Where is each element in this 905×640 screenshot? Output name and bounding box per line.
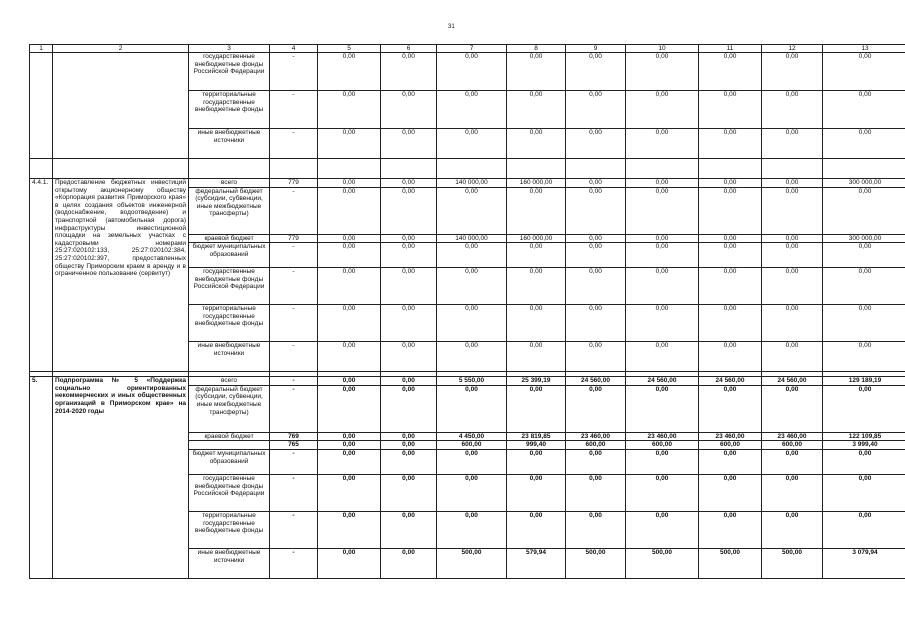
amount-cell: 0,00 bbox=[437, 187, 507, 234]
funding-source: государственные внебюджетные фонды Российской Федерации bbox=[189, 474, 270, 511]
amount-cell: 0,00 bbox=[762, 187, 823, 234]
funding-source: иные внебюджетные источники bbox=[189, 342, 270, 372]
amount-cell: 0,00 bbox=[507, 511, 566, 548]
grbs-code: 765 bbox=[270, 441, 318, 450]
amount-cell: 0,00 bbox=[381, 129, 437, 159]
header-cell: 8 bbox=[507, 45, 566, 53]
grbs-code: 769 bbox=[270, 432, 318, 441]
amount-cell: 500,00 bbox=[437, 548, 507, 578]
amount-cell: 0,00 bbox=[318, 91, 381, 129]
amount-cell: 0,00 bbox=[318, 432, 381, 441]
amount-cell: 0,00 bbox=[626, 511, 699, 548]
empty-cell bbox=[566, 159, 626, 179]
amount-cell: 0,00 bbox=[626, 385, 699, 432]
funding-source bbox=[189, 441, 270, 450]
amount-cell: 0,00 bbox=[318, 179, 381, 188]
amount-cell: 24 560,00 bbox=[566, 377, 626, 386]
funding-source: бюджет муниципальных образований bbox=[189, 243, 270, 268]
funding-source: иные внебюджетные источники bbox=[189, 129, 270, 159]
header-cell: 10 bbox=[626, 45, 699, 53]
amount-cell: 0,00 bbox=[762, 91, 823, 129]
amount-cell: 0,00 bbox=[507, 305, 566, 342]
grbs-code: 779 bbox=[270, 179, 318, 188]
amount-cell: 600,00 bbox=[626, 441, 699, 450]
amount-cell: 0,00 bbox=[626, 342, 699, 372]
funding-source: краевой бюджет bbox=[189, 432, 270, 441]
header-cell: 1 bbox=[30, 45, 53, 53]
amount-cell: 24 560,00 bbox=[762, 377, 823, 386]
amount-cell: 0,00 bbox=[437, 53, 507, 91]
amount-cell: 0,00 bbox=[566, 243, 626, 268]
amount-cell: 0,00 bbox=[381, 432, 437, 441]
amount-cell: 0,00 bbox=[507, 385, 566, 432]
grbs-code: - bbox=[270, 385, 318, 432]
amount-cell: 0,00 bbox=[823, 511, 905, 548]
amount-cell: 0,00 bbox=[318, 187, 381, 234]
row-number: 4.4.1. bbox=[30, 179, 53, 372]
amount-cell: 0,00 bbox=[823, 449, 905, 474]
amount-cell: 0,00 bbox=[507, 243, 566, 268]
amount-cell: 0,00 bbox=[381, 305, 437, 342]
amount-cell: 0,00 bbox=[318, 385, 381, 432]
header-cell: 7 bbox=[437, 45, 507, 53]
header-cell: 6 bbox=[381, 45, 437, 53]
amount-cell: 0,00 bbox=[566, 129, 626, 159]
amount-cell: 999,40 bbox=[507, 441, 566, 450]
funding-source: бюджет муниципальных образований bbox=[189, 449, 270, 474]
amount-cell: 0,00 bbox=[626, 91, 699, 129]
amount-cell: 0,00 bbox=[699, 474, 762, 511]
funding-source: краевой бюджет bbox=[189, 234, 270, 243]
header-cell: 2 bbox=[53, 45, 189, 53]
amount-cell: 0,00 bbox=[318, 53, 381, 91]
amount-cell: 160 000,00 bbox=[507, 179, 566, 188]
table-row bbox=[30, 53, 905, 91]
amount-cell: 0,00 bbox=[381, 268, 437, 305]
amount-cell: 0,00 bbox=[566, 385, 626, 432]
amount-cell: 600,00 bbox=[437, 441, 507, 450]
table-body bbox=[30, 45, 905, 579]
amount-cell: 23 460,00 bbox=[626, 432, 699, 441]
amount-cell: 0,00 bbox=[699, 342, 762, 372]
amount-cell: 24 560,00 bbox=[626, 377, 699, 386]
amount-cell: 0,00 bbox=[626, 268, 699, 305]
header-cell: 9 bbox=[566, 45, 626, 53]
amount-cell: 0,00 bbox=[318, 377, 381, 386]
amount-cell: 300 000,00 bbox=[823, 234, 905, 243]
amount-cell: 0,00 bbox=[762, 511, 823, 548]
amount-cell: 0,00 bbox=[626, 129, 699, 159]
amount-cell: 0,00 bbox=[626, 53, 699, 91]
amount-cell: 140 000,00 bbox=[437, 179, 507, 188]
amount-cell: 0,00 bbox=[507, 187, 566, 234]
funding-source: территориальные государственные внебюджетные фонды bbox=[189, 91, 270, 129]
amount-cell: 0,00 bbox=[762, 53, 823, 91]
amount-cell: 0,00 bbox=[566, 53, 626, 91]
amount-cell: 0,00 bbox=[381, 53, 437, 91]
amount-cell: 0,00 bbox=[318, 511, 381, 548]
funding-source: государственные внебюджетные фонды Российской Федерации bbox=[189, 268, 270, 305]
amount-cell: 0,00 bbox=[318, 474, 381, 511]
grbs-code: - bbox=[270, 548, 318, 578]
amount-cell: 500,00 bbox=[626, 548, 699, 578]
amount-cell: 0,00 bbox=[626, 305, 699, 342]
amount-cell: 0,00 bbox=[507, 449, 566, 474]
amount-cell: 0,00 bbox=[823, 53, 905, 91]
row-number: 5. bbox=[30, 377, 53, 579]
amount-cell: 0,00 bbox=[318, 243, 381, 268]
amount-cell: 0,00 bbox=[699, 129, 762, 159]
amount-cell: 0,00 bbox=[381, 449, 437, 474]
header-row bbox=[30, 45, 905, 53]
grbs-code: 779 bbox=[270, 234, 318, 243]
amount-cell: 0,00 bbox=[566, 234, 626, 243]
grbs-code: - bbox=[270, 449, 318, 474]
amount-cell: 0,00 bbox=[437, 511, 507, 548]
grbs-code: - bbox=[270, 53, 318, 91]
funding-source: всего bbox=[189, 179, 270, 188]
amount-cell: 4 450,00 bbox=[437, 432, 507, 441]
header-cell: 11 bbox=[699, 45, 762, 53]
amount-cell: 5 550,00 bbox=[437, 377, 507, 386]
amount-cell: 24 560,00 bbox=[699, 377, 762, 386]
amount-cell: 0,00 bbox=[823, 342, 905, 372]
funding-source: иные внебюджетные источники bbox=[189, 548, 270, 578]
header-cell: 12 bbox=[762, 45, 823, 53]
amount-cell: 0,00 bbox=[762, 129, 823, 159]
amount-cell: 600,00 bbox=[762, 441, 823, 450]
empty-cell bbox=[53, 159, 189, 179]
amount-cell: 0,00 bbox=[381, 179, 437, 188]
grbs-code: - bbox=[270, 474, 318, 511]
amount-cell: 0,00 bbox=[318, 268, 381, 305]
grbs-code: - bbox=[270, 187, 318, 234]
amount-cell: 0,00 bbox=[762, 234, 823, 243]
amount-cell: 0,00 bbox=[381, 474, 437, 511]
amount-cell: 0,00 bbox=[699, 234, 762, 243]
funding-source: федеральный бюджет (субсидии, субвенции, иные межбюджетные трансферты) bbox=[189, 385, 270, 432]
amount-cell: 140 000,00 bbox=[437, 234, 507, 243]
amount-cell: 0,00 bbox=[318, 129, 381, 159]
amount-cell: 0,00 bbox=[823, 305, 905, 342]
amount-cell: 0,00 bbox=[566, 511, 626, 548]
amount-cell: 0,00 bbox=[381, 187, 437, 234]
amount-cell: 0,00 bbox=[437, 129, 507, 159]
amount-cell: 0,00 bbox=[437, 243, 507, 268]
amount-cell: 122 109,85 bbox=[823, 432, 905, 441]
amount-cell: 0,00 bbox=[699, 268, 762, 305]
funding-source: федеральный бюджет (субсидии, субвенции, иные межбюджетные трансферты) bbox=[189, 187, 270, 234]
amount-cell: 0,00 bbox=[699, 187, 762, 234]
grbs-code: - bbox=[270, 511, 318, 548]
amount-cell: 0,00 bbox=[699, 385, 762, 432]
amount-cell: 500,00 bbox=[762, 548, 823, 578]
funding-source: территориальные государственные внебюджетные фонды bbox=[189, 305, 270, 342]
amount-cell: 500,00 bbox=[566, 548, 626, 578]
amount-cell: 600,00 bbox=[566, 441, 626, 450]
funding-source: всего bbox=[189, 377, 270, 386]
amount-cell: 0,00 bbox=[762, 305, 823, 342]
amount-cell: 0,00 bbox=[507, 474, 566, 511]
header-cell: 13 bbox=[823, 45, 905, 53]
amount-cell: 0,00 bbox=[381, 243, 437, 268]
amount-cell: 0,00 bbox=[381, 548, 437, 578]
amount-cell: 0,00 bbox=[318, 441, 381, 450]
amount-cell: 0,00 bbox=[507, 268, 566, 305]
amount-cell: 600,00 bbox=[699, 441, 762, 450]
amount-cell: 0,00 bbox=[381, 342, 437, 372]
amount-cell: 0,00 bbox=[626, 234, 699, 243]
grbs-code: - bbox=[270, 129, 318, 159]
empty-cell bbox=[699, 159, 762, 179]
amount-cell: 0,00 bbox=[699, 91, 762, 129]
amount-cell: 579,94 bbox=[507, 548, 566, 578]
empty-cell bbox=[823, 159, 905, 179]
amount-cell: 0,00 bbox=[566, 305, 626, 342]
amount-cell: 0,00 bbox=[823, 474, 905, 511]
grbs-code: - bbox=[270, 305, 318, 342]
grbs-code: - bbox=[270, 268, 318, 305]
spacer-row bbox=[30, 159, 905, 179]
amount-cell: 0,00 bbox=[437, 91, 507, 129]
amount-cell: 0,00 bbox=[437, 449, 507, 474]
amount-cell: 0,00 bbox=[626, 474, 699, 511]
amount-cell: 0,00 bbox=[566, 179, 626, 188]
amount-cell: 0,00 bbox=[762, 474, 823, 511]
amount-cell: 23 460,00 bbox=[762, 432, 823, 441]
amount-cell: 0,00 bbox=[823, 385, 905, 432]
amount-cell: 23 819,85 bbox=[507, 432, 566, 441]
empty-cell bbox=[189, 159, 270, 179]
funding-source: территориальные государственные внебюджетные фонды bbox=[189, 511, 270, 548]
measure-name bbox=[53, 53, 189, 159]
amount-cell: 0,00 bbox=[507, 53, 566, 91]
empty-cell bbox=[318, 159, 381, 179]
amount-cell: 0,00 bbox=[699, 305, 762, 342]
amount-cell: 300 000,00 bbox=[823, 179, 905, 188]
amount-cell: 0,00 bbox=[318, 449, 381, 474]
funding-source: государственные внебюджетные фонды Российской Федерации bbox=[189, 53, 270, 91]
amount-cell: 0,00 bbox=[699, 179, 762, 188]
amount-cell: 25 399,19 bbox=[507, 377, 566, 386]
empty-cell bbox=[626, 159, 699, 179]
amount-cell: 500,00 bbox=[699, 548, 762, 578]
amount-cell: 160 000,00 bbox=[507, 234, 566, 243]
amount-cell: 0,00 bbox=[437, 342, 507, 372]
empty-cell bbox=[437, 159, 507, 179]
amount-cell: 0,00 bbox=[381, 385, 437, 432]
measure-name: Предоставление бюджетных инвестиций открытому акционерному обществу «Корпорация развития Приморского края» в целях создания объектов инженерной (водоснабжение, водоотведение) и транспортной (автомобильная дорога) инфраструктуры инвестиционной площадки на земельных участках с кадастровыми номерами 25:27:020102:133, 25:27:020102:384, 25:27:020102:397, предоставленных обществу Приморским краем в аренду и в ограниченное пользование (сервитут) bbox=[53, 179, 189, 372]
grbs-code: - bbox=[270, 91, 318, 129]
amount-cell: 0,00 bbox=[437, 268, 507, 305]
amount-cell: 0,00 bbox=[626, 243, 699, 268]
amount-cell: 0,00 bbox=[762, 243, 823, 268]
amount-cell: 0,00 bbox=[823, 91, 905, 129]
amount-cell: 0,00 bbox=[823, 129, 905, 159]
grbs-code: - bbox=[270, 342, 318, 372]
amount-cell: 0,00 bbox=[507, 91, 566, 129]
amount-cell: 0,00 bbox=[699, 53, 762, 91]
amount-cell: 0,00 bbox=[699, 243, 762, 268]
empty-cell bbox=[30, 159, 53, 179]
empty-cell bbox=[270, 159, 318, 179]
amount-cell: 0,00 bbox=[437, 474, 507, 511]
amount-cell: 0,00 bbox=[699, 449, 762, 474]
amount-cell: 0,00 bbox=[566, 342, 626, 372]
row-number bbox=[30, 53, 53, 159]
header-cell: 3 bbox=[189, 45, 270, 53]
table-row bbox=[30, 377, 905, 386]
amount-cell: 0,00 bbox=[318, 305, 381, 342]
amount-cell: 23 460,00 bbox=[699, 432, 762, 441]
empty-cell bbox=[381, 159, 437, 179]
amount-cell: 129 189,19 bbox=[823, 377, 905, 386]
amount-cell: 0,00 bbox=[699, 511, 762, 548]
amount-cell: 0,00 bbox=[823, 187, 905, 234]
header-cell: 4 bbox=[270, 45, 318, 53]
header-cell: 5 bbox=[318, 45, 381, 53]
amount-cell: 0,00 bbox=[381, 377, 437, 386]
amount-cell: 0,00 bbox=[381, 441, 437, 450]
empty-cell bbox=[762, 159, 823, 179]
amount-cell: 0,00 bbox=[318, 548, 381, 578]
amount-cell: 0,00 bbox=[507, 342, 566, 372]
amount-cell: 0,00 bbox=[566, 187, 626, 234]
budget-table bbox=[29, 44, 905, 579]
amount-cell: 23 460,00 bbox=[566, 432, 626, 441]
amount-cell: 0,00 bbox=[507, 129, 566, 159]
amount-cell: 0,00 bbox=[823, 243, 905, 268]
amount-cell: 0,00 bbox=[626, 449, 699, 474]
amount-cell: 0,00 bbox=[381, 91, 437, 129]
measure-name: Подпрограмма № 5 «Поддержка социально ориентированных некоммерческих и иных общественных организаций в Приморском крае» на 2014-2020 годы bbox=[53, 377, 189, 579]
amount-cell: 0,00 bbox=[381, 511, 437, 548]
grbs-code: - bbox=[270, 243, 318, 268]
amount-cell: 0,00 bbox=[762, 385, 823, 432]
amount-cell: 0,00 bbox=[823, 268, 905, 305]
amount-cell: 0,00 bbox=[626, 179, 699, 188]
amount-cell: 0,00 bbox=[566, 449, 626, 474]
amount-cell: 0,00 bbox=[566, 474, 626, 511]
page-number: 31 bbox=[448, 24, 455, 30]
amount-cell: 0,00 bbox=[318, 342, 381, 372]
grbs-code: - bbox=[270, 377, 318, 386]
amount-cell: 0,00 bbox=[318, 234, 381, 243]
amount-cell: 0,00 bbox=[566, 268, 626, 305]
empty-cell bbox=[507, 159, 566, 179]
amount-cell: 0,00 bbox=[437, 305, 507, 342]
amount-cell: 0,00 bbox=[762, 268, 823, 305]
amount-cell: 3 999,40 bbox=[823, 441, 905, 450]
amount-cell: 0,00 bbox=[437, 385, 507, 432]
amount-cell: 0,00 bbox=[762, 179, 823, 188]
amount-cell: 0,00 bbox=[626, 187, 699, 234]
amount-cell: 0,00 bbox=[381, 234, 437, 243]
amount-cell: 0,00 bbox=[762, 342, 823, 372]
table-row bbox=[30, 179, 905, 188]
amount-cell: 0,00 bbox=[762, 449, 823, 474]
amount-cell: 3 079,94 bbox=[823, 548, 905, 578]
amount-cell: 0,00 bbox=[566, 91, 626, 129]
